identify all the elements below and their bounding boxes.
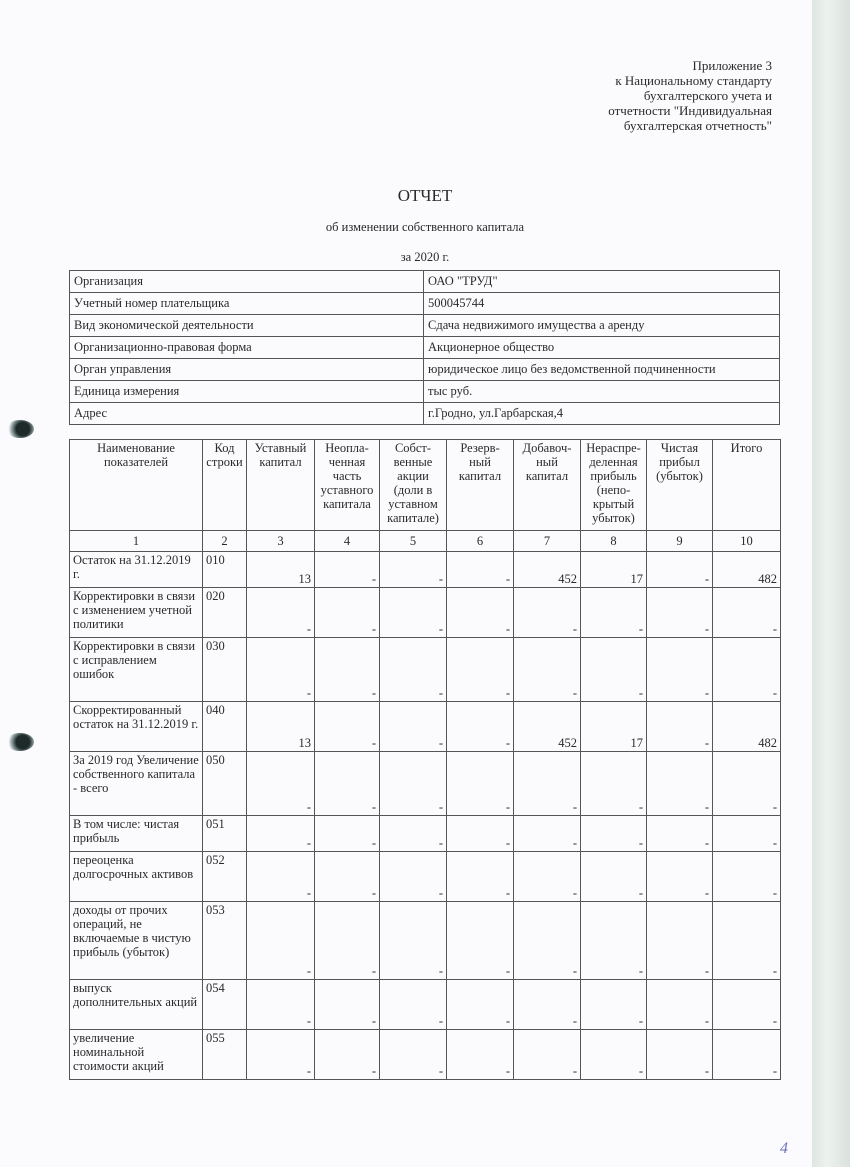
organization-info-table	[69, 270, 780, 425]
cell-value: -	[380, 752, 447, 816]
report-title: ОТЧЕТ	[397, 186, 453, 205]
cell-value: -	[713, 816, 781, 852]
column-header: Добавоч-ный капитал	[514, 440, 581, 531]
appendix-line: отчетности "Индивидуальная	[608, 103, 772, 118]
cell-value: -	[247, 852, 315, 902]
info-label: Орган управления	[70, 359, 424, 381]
info-row	[70, 315, 780, 337]
cell-value: -	[315, 752, 380, 816]
cell-value: -	[247, 752, 315, 816]
cell-value: -	[514, 1030, 581, 1080]
page-number: 4	[780, 1140, 788, 1157]
cell-value: -	[647, 852, 713, 902]
row-code: 020	[203, 588, 247, 638]
column-number: 5	[380, 531, 447, 552]
row-name: выпуск дополнительных акций	[70, 980, 203, 1030]
cell-value: -	[514, 752, 581, 816]
column-number: 6	[447, 531, 514, 552]
cell-value: -	[315, 980, 380, 1030]
cell-value: -	[380, 1030, 447, 1080]
row-name: Корректировки в связи с изменением учетной политики	[70, 588, 203, 638]
cell-value: -	[247, 902, 315, 980]
report-period: за 2020 г.	[400, 250, 450, 264]
cell-value: -	[380, 638, 447, 702]
cell-value: -	[713, 902, 781, 980]
cell-value: -	[581, 752, 647, 816]
table-row	[70, 852, 781, 902]
cell-value: -	[315, 852, 380, 902]
row-name: увеличение номинальной стоимости акций	[70, 1030, 203, 1080]
cell-value: -	[380, 852, 447, 902]
column-header: Резерв-ный капитал	[447, 440, 514, 531]
cell-value: -	[315, 902, 380, 980]
table-row	[70, 638, 781, 702]
table-row	[70, 980, 781, 1030]
cell-value: 452	[514, 702, 581, 752]
column-number: 2	[203, 531, 247, 552]
cell-value: -	[315, 638, 380, 702]
info-label: Организация	[70, 271, 424, 293]
cell-value: 482	[713, 702, 781, 752]
column-number: 8	[581, 531, 647, 552]
cell-value: -	[514, 980, 581, 1030]
cell-value: -	[647, 552, 713, 588]
table-row	[70, 552, 781, 588]
cell-value: -	[647, 588, 713, 638]
info-value: юридическое лицо без ведомственной подчиненности	[424, 359, 780, 381]
row-name: переоценка долгосрочных активов	[70, 852, 203, 902]
table-row	[70, 816, 781, 852]
cell-value: -	[247, 588, 315, 638]
cell-value: -	[581, 588, 647, 638]
cell-value: 482	[713, 552, 781, 588]
cell-value: -	[380, 702, 447, 752]
info-value: Сдача недвижимого имущества а аренду	[424, 315, 780, 337]
cell-value: -	[514, 816, 581, 852]
appendix-line: к Национальному стандарту	[615, 73, 772, 88]
table-row	[70, 902, 781, 980]
info-value: г.Гродно, ул.Гарбарская,4	[424, 403, 780, 425]
row-name: Скорректированный остаток на 31.12.2019 г.	[70, 702, 203, 752]
cell-value: -	[514, 852, 581, 902]
cell-value: -	[713, 980, 781, 1030]
cell-value: -	[581, 816, 647, 852]
cell-value: -	[581, 638, 647, 702]
info-label: Организационно-правовая форма	[70, 337, 424, 359]
row-code: 030	[203, 638, 247, 702]
cell-value: -	[315, 588, 380, 638]
cell-value: -	[447, 902, 514, 980]
report-subtitle: об изменении собственного капитала	[325, 220, 525, 234]
column-number: 10	[713, 531, 781, 552]
cell-value: 17	[581, 552, 647, 588]
table-row	[70, 702, 781, 752]
cell-value: -	[581, 1030, 647, 1080]
row-code: 010	[203, 552, 247, 588]
info-row	[70, 403, 780, 425]
cell-value: -	[247, 980, 315, 1030]
cell-value: -	[315, 816, 380, 852]
cell-value: -	[647, 980, 713, 1030]
cell-value: -	[247, 816, 315, 852]
row-name: Корректировки в связи с исправлением ошибок	[70, 638, 203, 702]
cell-value: 13	[247, 552, 315, 588]
info-value: Акционерное общество	[424, 337, 780, 359]
cell-value: -	[581, 980, 647, 1030]
row-name: В том числе: чистая прибыль	[70, 816, 203, 852]
cell-value: -	[447, 1030, 514, 1080]
cell-value: -	[713, 752, 781, 816]
column-number: 9	[647, 531, 713, 552]
binder-hole	[6, 420, 34, 438]
column-header: Собст-венные акции (доли в уставном капитале)	[380, 440, 447, 531]
column-header: Код строки	[203, 440, 247, 531]
cell-value: -	[447, 552, 514, 588]
cell-value: -	[380, 816, 447, 852]
cell-value: -	[514, 902, 581, 980]
cell-value: -	[315, 552, 380, 588]
cell-value: -	[514, 638, 581, 702]
table-header-row	[70, 440, 781, 531]
cell-value: -	[247, 638, 315, 702]
table-row	[70, 1030, 781, 1080]
cell-value: -	[447, 816, 514, 852]
cell-value: -	[315, 702, 380, 752]
column-number: 4	[315, 531, 380, 552]
info-value: 500045744	[424, 293, 780, 315]
column-header: Нераспре-деленная прибыль (непо-крытый убыток)	[581, 440, 647, 531]
column-header: Чистая прибыл (убыток)	[647, 440, 713, 531]
info-label: Адрес	[70, 403, 424, 425]
binder-hole	[6, 733, 34, 751]
info-row	[70, 293, 780, 315]
column-header: Итого	[713, 440, 781, 531]
info-row	[70, 359, 780, 381]
cell-value: -	[380, 588, 447, 638]
cell-value: -	[380, 552, 447, 588]
cell-value: -	[514, 588, 581, 638]
cell-value: 452	[514, 552, 581, 588]
appendix-line: бухгалтерская отчетность"	[623, 118, 772, 133]
column-header: Уставный капитал	[247, 440, 315, 531]
row-name: доходы от прочих операций, не включаемые в чистую прибыль (убыток)	[70, 902, 203, 980]
column-number: 7	[514, 531, 581, 552]
cell-value: -	[247, 1030, 315, 1080]
cell-value: -	[447, 638, 514, 702]
cell-value: -	[581, 902, 647, 980]
info-row	[70, 381, 780, 403]
row-code: 054	[203, 980, 247, 1030]
cell-value: 13	[247, 702, 315, 752]
cell-value: -	[647, 752, 713, 816]
cell-value: -	[713, 638, 781, 702]
info-row	[70, 271, 780, 293]
appendix-line: бухгалтерского учета и	[643, 88, 772, 103]
cell-value: 17	[581, 702, 647, 752]
table-row	[70, 588, 781, 638]
column-header: Неопла-ченная часть уставного капитала	[315, 440, 380, 531]
row-code: 040	[203, 702, 247, 752]
row-name: Остаток на 31.12.2019 г.	[70, 552, 203, 588]
cell-value: -	[713, 1030, 781, 1080]
info-value: ОАО "ТРУД"	[424, 271, 780, 293]
info-label: Единица измерения	[70, 381, 424, 403]
cell-value: -	[447, 752, 514, 816]
cell-value: -	[713, 588, 781, 638]
cell-value: -	[713, 852, 781, 902]
info-label: Вид экономической деятельности	[70, 315, 424, 337]
cell-value: -	[647, 816, 713, 852]
cell-value: -	[315, 1030, 380, 1080]
cell-value: -	[447, 980, 514, 1030]
row-code: 055	[203, 1030, 247, 1080]
cell-value: -	[380, 980, 447, 1030]
cell-value: -	[380, 902, 447, 980]
cell-value: -	[647, 702, 713, 752]
cell-value: -	[447, 588, 514, 638]
row-code: 050	[203, 752, 247, 816]
cell-value: -	[581, 852, 647, 902]
row-code: 051	[203, 816, 247, 852]
appendix-note	[608, 58, 772, 133]
column-number-row	[70, 531, 781, 552]
row-code: 052	[203, 852, 247, 902]
cell-value: -	[647, 638, 713, 702]
table-row	[70, 752, 781, 816]
column-number: 3	[247, 531, 315, 552]
column-number: 1	[70, 531, 203, 552]
cell-value: -	[447, 702, 514, 752]
info-label: Учетный номер плательщика	[70, 293, 424, 315]
paper-edge	[812, 0, 850, 1167]
cell-value: -	[447, 852, 514, 902]
row-code: 053	[203, 902, 247, 980]
info-value: тыс руб.	[424, 381, 780, 403]
column-header: Наименование показателей	[70, 440, 203, 531]
cell-value: -	[647, 902, 713, 980]
appendix-line: Приложение 3	[692, 58, 772, 73]
info-row	[70, 337, 780, 359]
equity-changes-table	[69, 439, 781, 1080]
row-name: За 2019 год Увеличение собственного капитала - всего	[70, 752, 203, 816]
cell-value: -	[647, 1030, 713, 1080]
